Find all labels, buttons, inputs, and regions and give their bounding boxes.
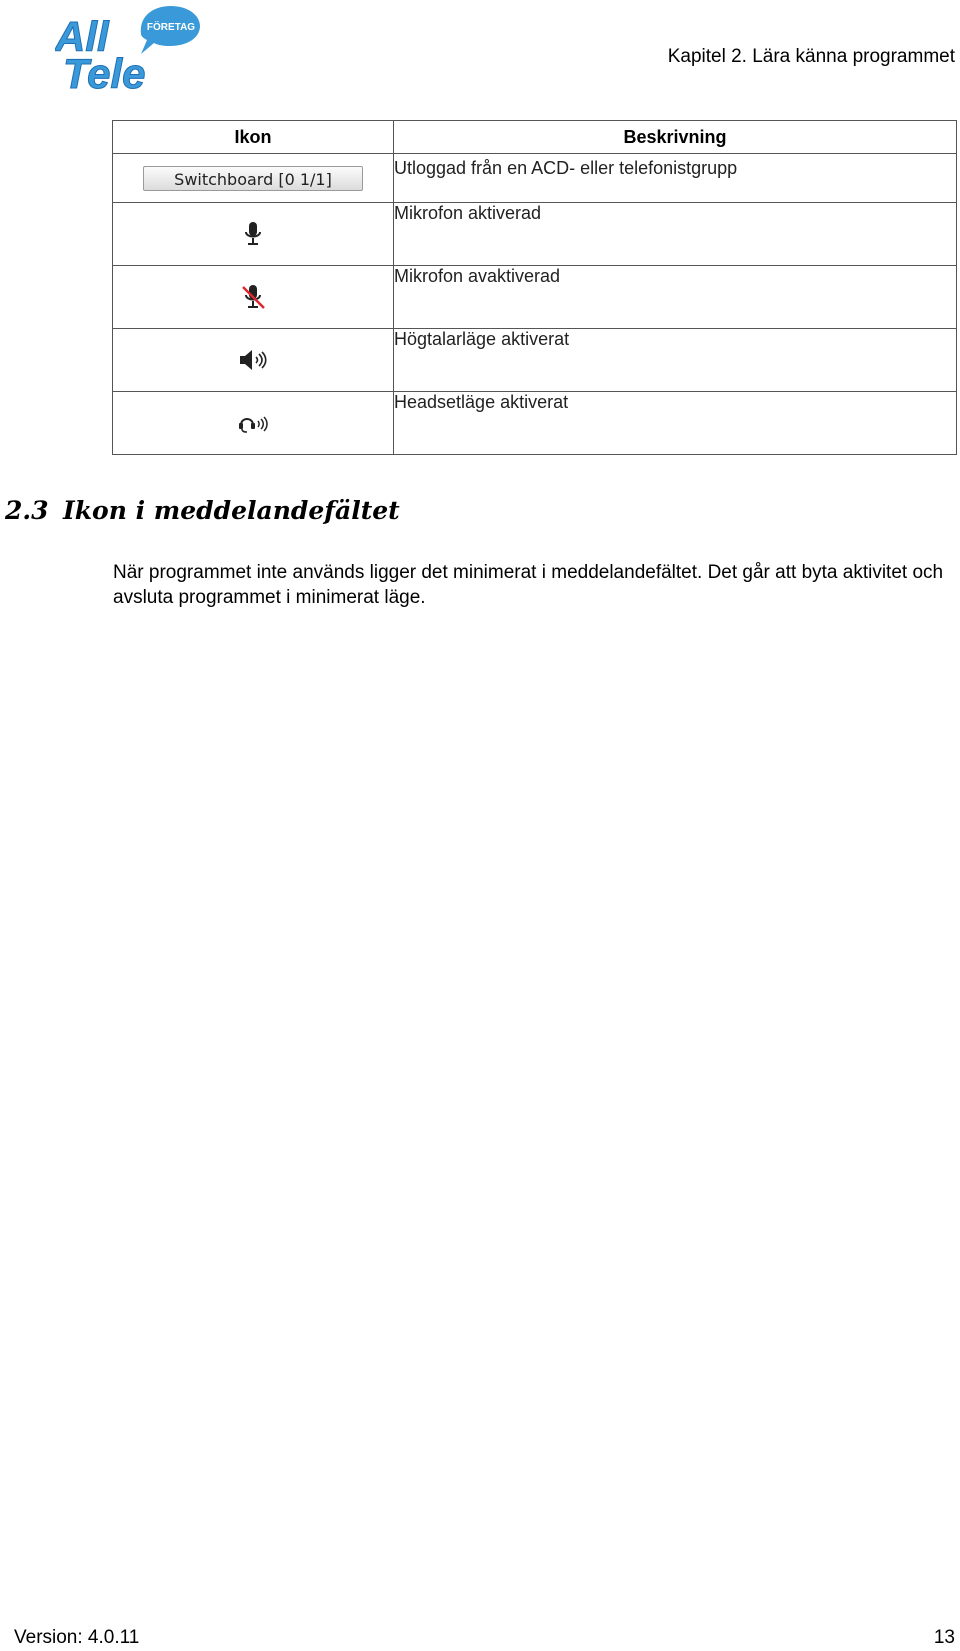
table-row (113, 203, 957, 266)
description-cell: Mikrofon avaktiverad (394, 266, 957, 329)
icon-cell (113, 329, 394, 392)
table-row (113, 329, 957, 392)
footer-version: Version: 4.0.11 (14, 1627, 140, 1648)
headset-icon (238, 412, 268, 434)
description-cell: Mikrofon aktiverad (394, 203, 957, 266)
table-row (113, 154, 957, 203)
table-header-row (113, 121, 957, 154)
page-number: 13 (933, 1627, 955, 1648)
speaker-icon (238, 349, 268, 371)
header-icon: Ikon (113, 121, 394, 154)
table-row (113, 392, 957, 455)
logo-line2: Tele (63, 50, 146, 96)
chapter-title: Kapitel 2. Lära känna programmet (667, 46, 955, 67)
section-number: 2.3 (5, 496, 49, 525)
switchboard-status-icon: Switchboard [0 1/1] (143, 166, 363, 191)
icon-table (112, 120, 957, 455)
icon-cell (113, 203, 394, 266)
table-row (113, 266, 957, 329)
icon-cell (113, 154, 394, 203)
microphone-muted-icon (240, 284, 266, 310)
logo-bubble-text: FÖRETAG (146, 22, 196, 33)
section-heading (5, 496, 400, 525)
section-title: Ikon i meddelandefältet (63, 496, 400, 525)
description-cell: Headsetläge aktiverat (394, 392, 957, 455)
logo-line1: All (55, 13, 109, 60)
description-cell: Högtalarläge aktiverat (394, 329, 957, 392)
header-description: Beskrivning (394, 121, 957, 154)
microphone-icon (243, 221, 263, 247)
alltele-logo (55, 4, 200, 96)
icon-cell (113, 266, 394, 329)
alltele-logo-graphic (55, 4, 200, 96)
section-body: När programmet inte används ligger det minimerat i meddelandefältet. Det går att byta aktivitet och avsluta programmet i minimerat läge. (113, 562, 944, 608)
icon-cell (113, 392, 394, 455)
description-cell: Utloggad från en ACD- eller telefonistgrupp (394, 154, 957, 203)
